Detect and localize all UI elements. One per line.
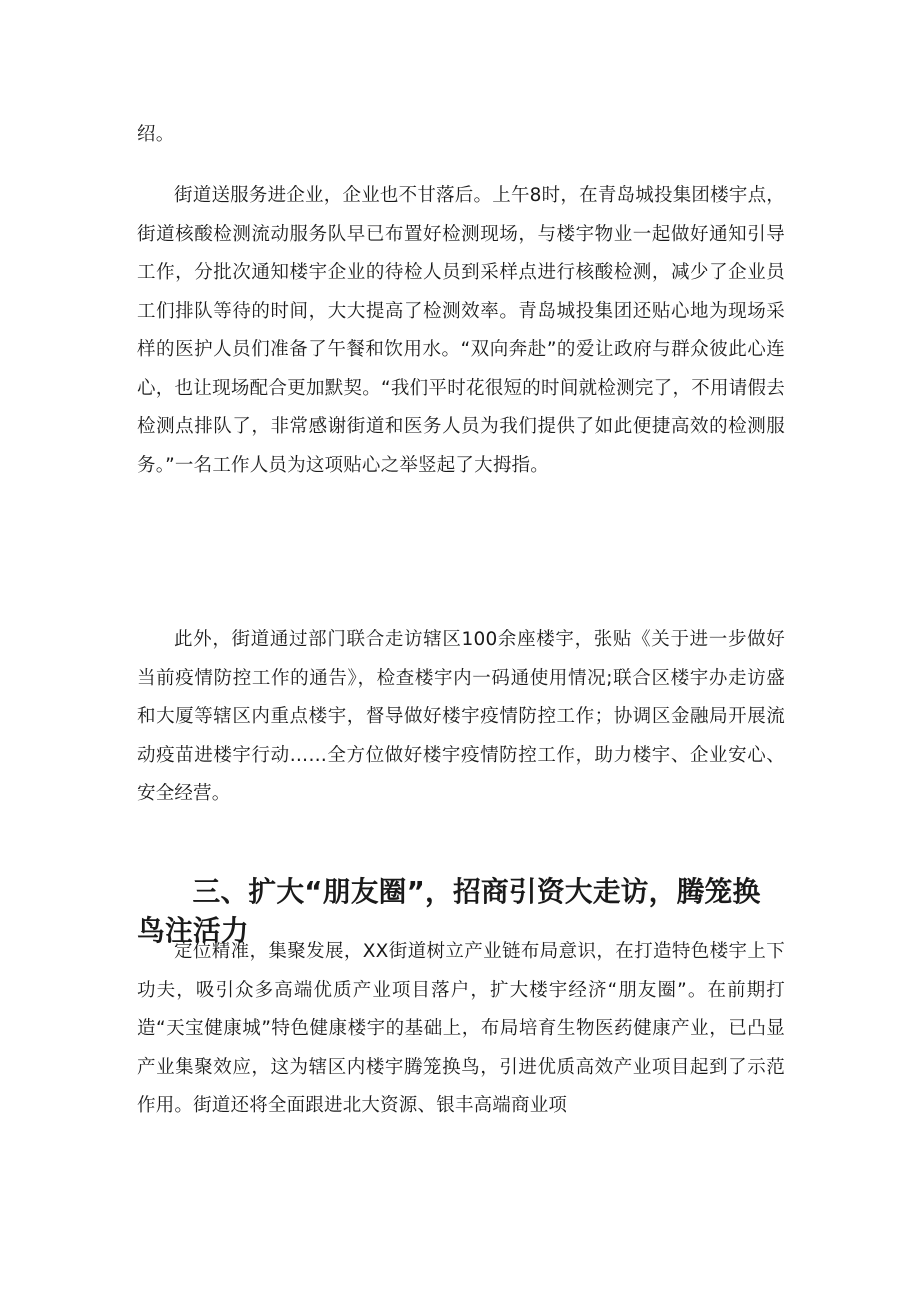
paragraph-continuation: 绍。 [137, 124, 175, 145]
paragraph-building-visits: 此外，街道通过部门联合走访辖区100余座楼宇，张贴《关于进一步做好当前疫情防控工作的通告》，检查楼宇内一码通使用情况;联合区楼宇办走访盛和大厦等辖区内重点楼宇，督导做好楼宇疫情防控工作；协调区金融局开展流动疫苗进楼宇行动……全方位做好楼宇疫情防控工作，助力楼宇、企业安心、安全经营。 [137, 629, 785, 804]
document-body [137, 933, 785, 1126]
section-heading: 三、扩大“朋友圈”，招商引资大走访，腾笼换鸟注活力 [137, 875, 761, 947]
document-body [137, 621, 785, 814]
document-body [137, 177, 785, 485]
document-body [137, 116, 785, 155]
paragraph-industry-layout: 定位精准，集聚发展，XX街道树立产业链布局意识，在打造特色楼宇上下功夫，吸引众多高端优质产业项目落户，扩大楼宇经济“朋友圈”。在前期打造“天宝健康城”特色健康楼宇的基础上，布局培育生物医药健康产业，已凸显产业集聚效应，这为辖区内楼宇腾笼换鸟，引进优质高效产业项目起到了示范作用。街道还将全面跟进北大资源、银丰高端商业项 [137, 941, 785, 1116]
paragraph-service-enterprise: 街道送服务进企业，企业也不甘落后。上午8时，在青岛城投集团楼宇点，街道核酸检测流动服务队早已布置好检测现场，与楼宇物业一起做好通知引导工作，分批次通知楼宇企业的待检人员到采样点进行核酸检测，减少了企业员工们排队等待的时间，大大提高了检测效率。青岛城投集团还贴心地为现场采样的医护人员们准备了午餐和饮用水。“双向奔赴”的爱让政府与群众彼此心连心，也让现场配合更加默契。“我们平时花很短的时间就检测完了，不用请假去检测点排队了，非常感谢街道和医务人员为我们提供了如此便捷高效的检测服务。”一名工作人员为这项贴心之举竖起了大拇指。 [137, 185, 785, 476]
